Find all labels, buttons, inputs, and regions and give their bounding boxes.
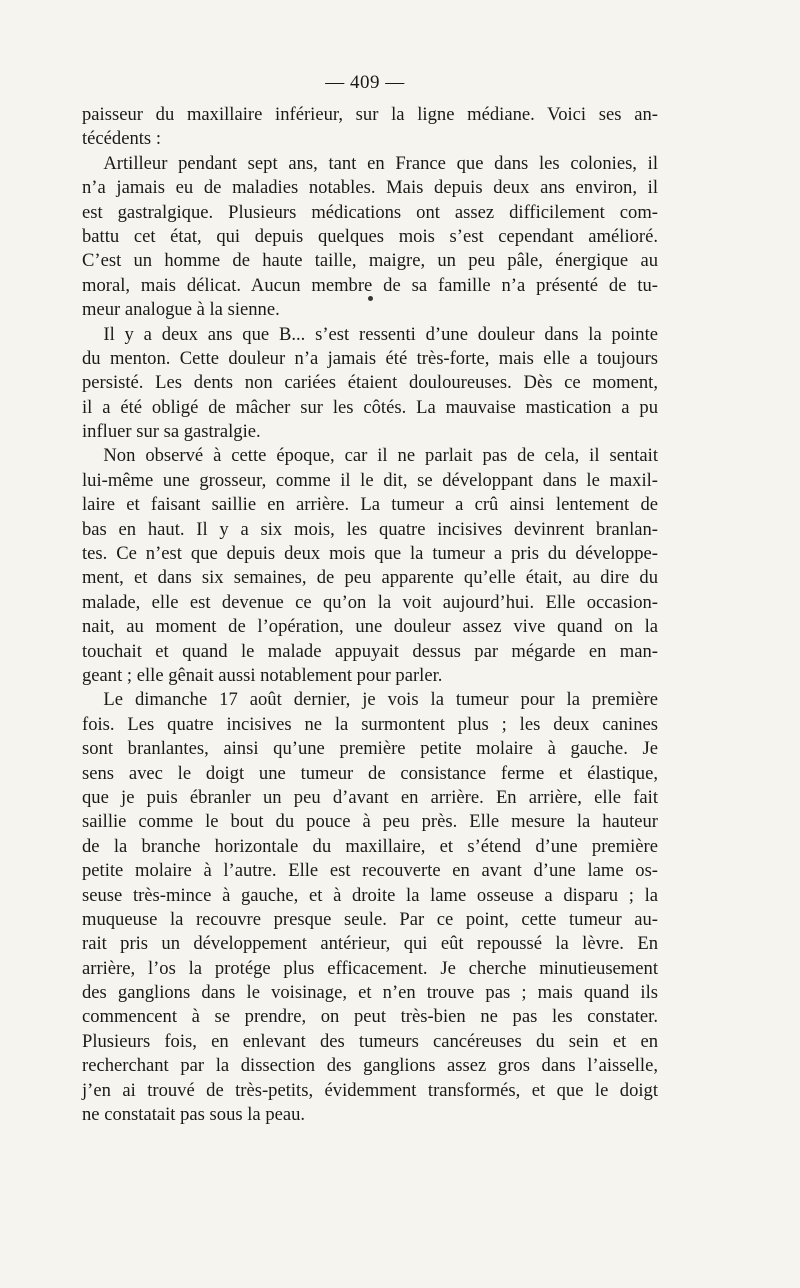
text-line: arrière, l’os la protége plus efficacement. Je cherche minutieusement: [82, 957, 658, 979]
text-line: paisseur du maxillaire inférieur, sur la ligne médiane. Voici ses an-: [82, 104, 658, 125]
text-line: ment, et dans six semaines, de peu apparente qu’elle était, au dire du: [82, 567, 658, 589]
text-line: touchait et quand le malade appuyait dessus par mégarde en man-: [82, 640, 658, 662]
text-line: ne constatait pas sous la peau.: [82, 1104, 306, 1126]
text-line: rait pris un développement antérieur, qui eût repoussé la lèvre. En: [82, 933, 658, 955]
text-line: Il y a deux ans que B... s’est ressenti d’une douleur dans la pointe: [103, 323, 658, 345]
text-line: muqueuse la recouvre presque seule. Par ce point, cette tumeur au-: [82, 908, 658, 930]
text-line: de la branche horizontale du maxillaire, et s’étend d’une première: [82, 835, 658, 857]
text-line: est gastralgique. Plusieurs médications ont assez difficilement com-: [82, 201, 658, 223]
text-line: Artilleur pendant sept ans, tant en France que dans les colonies, il: [103, 152, 658, 174]
ink-speck: [368, 296, 373, 301]
text-line: geant ; elle gênait aussi notablement pour parler.: [82, 664, 443, 686]
text-line: sens avec le doigt une tumeur de consistance ferme et élastique,: [82, 762, 658, 784]
text-line: técédents :: [82, 128, 161, 150]
text-line: fois. Les quatre incisives ne la surmontent plus ; les deux canines: [82, 713, 658, 735]
text-line: du menton. Cette douleur n’a jamais été très-forte, mais elle a toujours: [82, 347, 658, 369]
text-line: Non observé à cette époque, car il ne parlait pas de cela, il sentait: [103, 445, 658, 467]
text-line: moral, mais délicat. Aucun membre de sa famille n’a présenté de tu-: [82, 274, 658, 296]
text-line: il a été obligé de mâcher sur les côtés. La mauvaise mastication a pu: [82, 396, 658, 418]
text-line: saillie comme le bout du pouce à peu près. Elle mesure la hauteur: [82, 811, 658, 833]
text-line: meur analogue à la sienne.: [82, 299, 280, 321]
text-line: n’a jamais eu de maladies notables. Mais depuis deux ans environ, il: [82, 177, 658, 199]
text-line: seuse très-mince à gauche, et à droite la lame osseuse a disparu ; la: [82, 884, 658, 906]
text-line: battu cet état, qui depuis quelques mois s’est cependant amélioré.: [82, 225, 658, 247]
text-line: tes. Ce n’est que depuis deux mois que la tumeur a pris du développe-: [82, 543, 658, 565]
text-line: petite molaire à l’autre. Elle est recouverte en avant d’une lame os-: [82, 860, 658, 882]
text-line: influer sur sa gastralgie.: [82, 421, 261, 443]
text-line: des ganglions dans le voisinage, et n’en trouve pas ; mais quand ils: [82, 982, 658, 1004]
text-line: Le dimanche 17 août dernier, je vois la tumeur pour la première: [103, 689, 658, 711]
page-number: — 409 —: [325, 72, 405, 93]
text-line: lui-même une grosseur, comme il le dit, se développant dans le maxil-: [82, 469, 658, 491]
body-text: [82, 103, 658, 1127]
text-line: Plusieurs fois, en enlevant des tumeurs cancéreuses du sein et en: [82, 1030, 658, 1052]
text-line: commencent à se prendre, on peut très-bien ne pas les constater.: [82, 1006, 658, 1028]
text-line: C’est un homme de haute taille, maigre, un peu pâle, énergique au: [82, 250, 658, 272]
text-line: j’en ai trouvé de très-petits, évidemment transformés, et que le doigt: [82, 1079, 658, 1101]
text-line: sont branlantes, ainsi qu’une première petite molaire à gauche. Je: [82, 738, 658, 760]
text-line: persisté. Les dents non cariées étaient douloureuses. Dès ce moment,: [82, 372, 658, 394]
text-line: malade, elle est devenue ce qu’on la voit aujourd’hui. Elle occasion-: [82, 591, 658, 613]
text-line: recherchant par la dissection des ganglions assez gros dans l’aisselle,: [82, 1055, 658, 1077]
text-line: laire et faisant saillie en arrière. La tumeur a crû ainsi lentement de: [82, 494, 658, 516]
text-line: que je puis ébranler un peu d’avant en arrière. En arrière, elle fait: [82, 786, 658, 808]
text-line: bas en haut. Il y a six mois, les quatre incisives devinrent branlan-: [82, 518, 658, 540]
text-line: nait, au moment de l’opération, une douleur assez vive quand on la: [82, 616, 658, 638]
